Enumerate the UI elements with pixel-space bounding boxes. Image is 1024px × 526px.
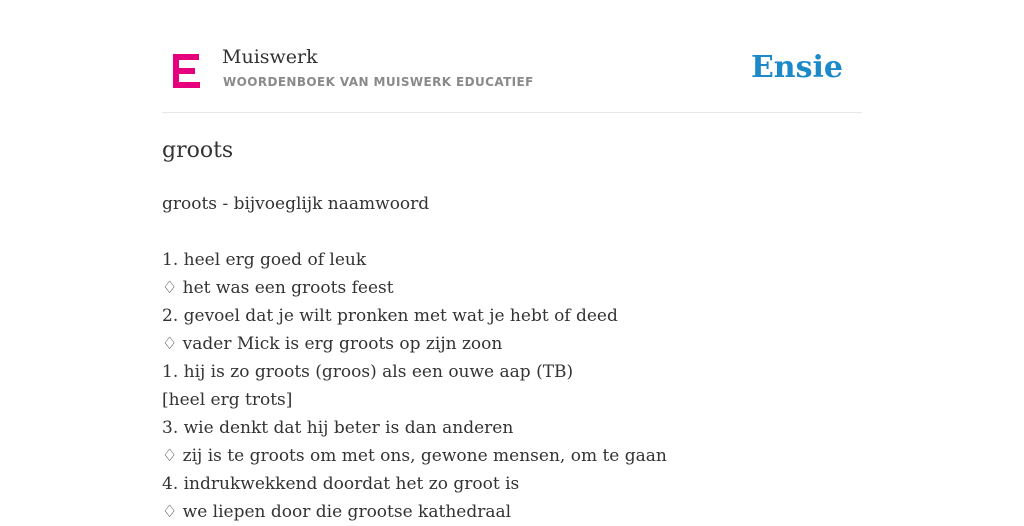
page [162, 0, 862, 522]
entry-title: groots [162, 138, 234, 163]
muiswerk-logo-icon[interactable] [173, 54, 200, 88]
example-line: ♢ het was een groots feest [162, 278, 394, 298]
definition-line: 2. gevoel dat je wilt pronken met wat je hebt of deed [162, 306, 618, 326]
definition-line: 3. wie denkt dat hij beter is dan anderen [162, 418, 514, 438]
example-line: ♢ zij is te groots om met ons, gewone mensen, om te gaan [162, 446, 667, 466]
blank-line [162, 218, 667, 246]
definition-line: 1. hij is zo groots (groos) als een ouwe aap (TB) [162, 362, 574, 382]
word-class-line: groots - bijvoeglijk naamwoord [162, 194, 430, 214]
site-subtitle: WOORDENBOEK VAN MUISWERK EDUCATIEF [223, 75, 534, 89]
site-name[interactable]: Muiswerk [222, 46, 318, 68]
example-line: ♢ vader Mick is erg groots op zijn zoon [162, 334, 503, 354]
ensie-brand-link[interactable]: Ensie [750, 50, 843, 85]
definition-list [162, 190, 667, 526]
definition-note-line: [heel erg trots] [162, 390, 293, 410]
example-line: ♢ we liepen door die grootse kathedraal [162, 502, 512, 522]
definition-line: 4. indrukwekkend doordat het zo groot is [162, 474, 520, 494]
definition-line: 1. heel erg goed of leuk [162, 250, 367, 270]
site-header [162, 0, 862, 113]
